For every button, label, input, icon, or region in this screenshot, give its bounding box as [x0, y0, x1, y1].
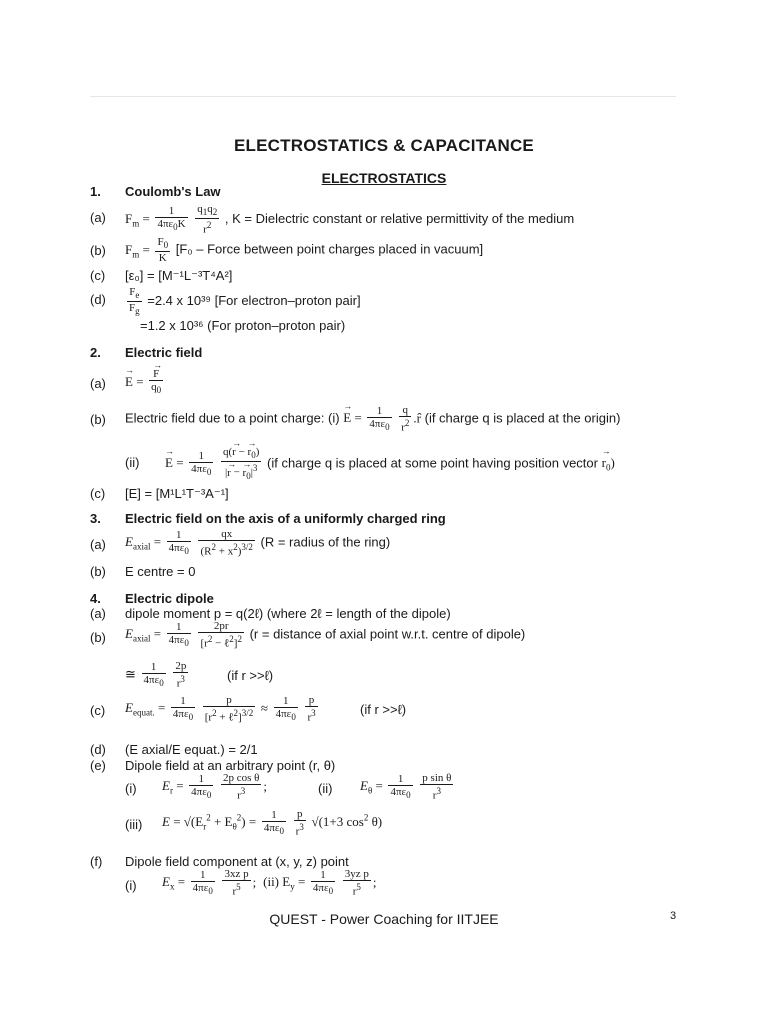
section-title: Electric field: [125, 345, 203, 360]
formula-text: (if charge q is placed at the origin): [424, 410, 621, 426]
section-number: 1.: [90, 184, 101, 199]
section-title: Electric dipole: [125, 591, 214, 606]
field-dimension: [E] = [M¹L¹T⁻³A⁻¹]: [125, 486, 229, 501]
formula-text: (if charge q is placed at some point having position vector: [267, 455, 598, 471]
item-label: (e): [90, 758, 106, 773]
item-label: (a): [90, 210, 106, 225]
item-label: (a): [90, 537, 106, 552]
item-label: (b): [90, 412, 106, 427]
theta-field: $E_\theta$ = $\frac{1}{4\pi\varepsilon_0}$ $\frac{\text{p sin θ}}{r^3}$: [360, 772, 452, 802]
item-label: (c): [90, 486, 106, 501]
formula-text: (r = distance of axial point w.r.t. centre of dipole): [249, 626, 526, 642]
page-title: ELECTROSTATICS & CAPACITANCE: [234, 136, 534, 155]
item-label: (ii): [125, 455, 140, 470]
field-definition: → E = → $\frac{F}{q_0}$: [125, 368, 165, 396]
xyz-components: $E_x$ = $\frac{1}{4\pi\varepsilon_0}$ $\frac{\text{3xz p}}{r^5}$ ; (ii) $E_y$ = $\frac{1}{4\pi\varepsilon_0}$ $\frac{\text{3yz p}}{r^5}$ ;: [162, 868, 377, 898]
item-label: (ii): [318, 781, 333, 796]
item-label: (i): [125, 781, 137, 796]
item-label: (a): [90, 606, 106, 621]
section-number: 2.: [90, 345, 101, 360]
formula-text: (R = radius of the ring): [260, 534, 391, 550]
page-number: 3: [670, 910, 677, 922]
item-label: (i): [125, 878, 137, 893]
field-point-charge: Electric field due to a point charge: (i) → E = $\frac{1}{4\pi\varepsilon_0}$ $\frac{q}{r^2}$ .r̂ (if charge q is placed at the origin): [125, 404, 620, 434]
page-subtitle: ELECTROSTATICS: [321, 170, 447, 186]
section-title: Coulomb's Law: [125, 184, 221, 199]
item-label: (d): [90, 292, 106, 307]
formula-coulomb-medium: $F_m$ = $\frac{1}{4\pi\varepsilon_0K}$ $\frac{q_1q_2}{r^2}$ , K = Dielectric constant or relative permittivity of the medium: [125, 203, 575, 236]
formula-text: , K = Dielectric constant or relative permittivity of the medium: [224, 210, 575, 226]
epsilon-dimension: [ε₀] = [M⁻¹L⁻³T⁴A²]: [125, 268, 233, 283]
approx-condition: (if r >>ℓ): [360, 702, 407, 717]
approx-condition: (if r >>ℓ): [227, 668, 274, 683]
item-label: (c): [90, 703, 106, 718]
radial-field: $E_r$ = $\frac{1}{4\pi\varepsilon_0}$ $\frac{\text{2p cos θ}}{r^3}$ ;: [162, 772, 268, 802]
dipole-equatorial-field: $E_{equat.}$ = $\frac{1}{4\pi\varepsilon_0}$ $\frac{p}{[r^2 + \ell^2]^{3/2}}$ ≈ $\frac{1}{4\pi\varepsilon_0}$ $\frac{p}{r^3}$: [125, 694, 316, 724]
formula-text: =2.4 x 10³⁹ [For electron–proton pair]: [147, 293, 361, 309]
page-footer: QUEST - Power Coaching for IITJEE: [269, 911, 499, 927]
resultant-field: $E = √(E_r^2 + E_\theta^2)$ = $\frac{1}{4\pi\varepsilon_0}$ $\frac{p}{r^3}$ √(1+3 $\cos^2 \theta$): [162, 808, 383, 838]
item-label: (b): [90, 564, 106, 579]
dipole-moment: dipole moment p = q(2ℓ) (where 2ℓ = length of the dipole): [125, 606, 451, 621]
item-label: (d): [90, 742, 106, 757]
section-number: 3.: [90, 511, 101, 526]
item-label: (b): [90, 630, 106, 645]
arbitrary-point-heading: Dipole field at an arbitrary point (r, θ): [125, 758, 336, 773]
top-rule: [90, 96, 676, 97]
force-ratio: $\frac{F_e}{F_g}$ =2.4 x 10³⁹ [For electron–proton pair]: [129, 286, 361, 317]
formula-text: Electric field due to a point charge: (i): [125, 410, 340, 426]
section-number: 4.: [90, 591, 101, 606]
ring-axial-field: $E_{axial}$ = $\frac{1}{4\pi\varepsilon_0}$ $\frac{qx}{(R^2 + x^2)^{3/2}}$ (R = radius of the ring): [125, 528, 391, 558]
xyz-heading: Dipole field component at (x, y, z) point: [125, 854, 349, 869]
field-ratio: (E axial/E equat.) = 2/1: [125, 742, 258, 757]
item-label: (c): [90, 268, 106, 283]
item-label: (iii): [125, 817, 143, 832]
formula-coulomb-vacuum: $F_m$ = $\frac{F_0}{K}$ [F₀ – Force between point charges placed in vacuum]: [125, 236, 484, 265]
formula-text: [F₀ – Force between point charges placed in vacuum]: [175, 241, 484, 257]
force-ratio-proton: =1.2 x 10³⁶ (For proton–proton pair): [140, 318, 346, 333]
item-label: (f): [90, 854, 103, 869]
dipole-axial-approx: ≅ $\frac{1}{4\pi\varepsilon_0}$ $\frac{2p}{r^3}$: [125, 660, 187, 690]
section-title: Electric field on the axis of a uniformly charged ring: [125, 511, 446, 526]
dipole-axial-field: $E_{axial}$ = $\frac{1}{4\pi\varepsilon_0}$ $\frac{2pr}{[r^2 - \ell^2]^2}$ (r = distance of axial point w.r.t. centre of dipole): [125, 620, 526, 650]
item-label: (b): [90, 243, 106, 258]
ring-centre-field: E centre = 0: [125, 564, 196, 579]
field-displaced-charge: → E = $\frac{1}{4\pi\varepsilon_0}$ $\frac{q(\to r - \to r_0)}{|\to r - \to r_0|^3}$ (if charge q is placed at some point having position vector → $r_0$): [165, 446, 615, 482]
item-label: (a): [90, 376, 106, 391]
